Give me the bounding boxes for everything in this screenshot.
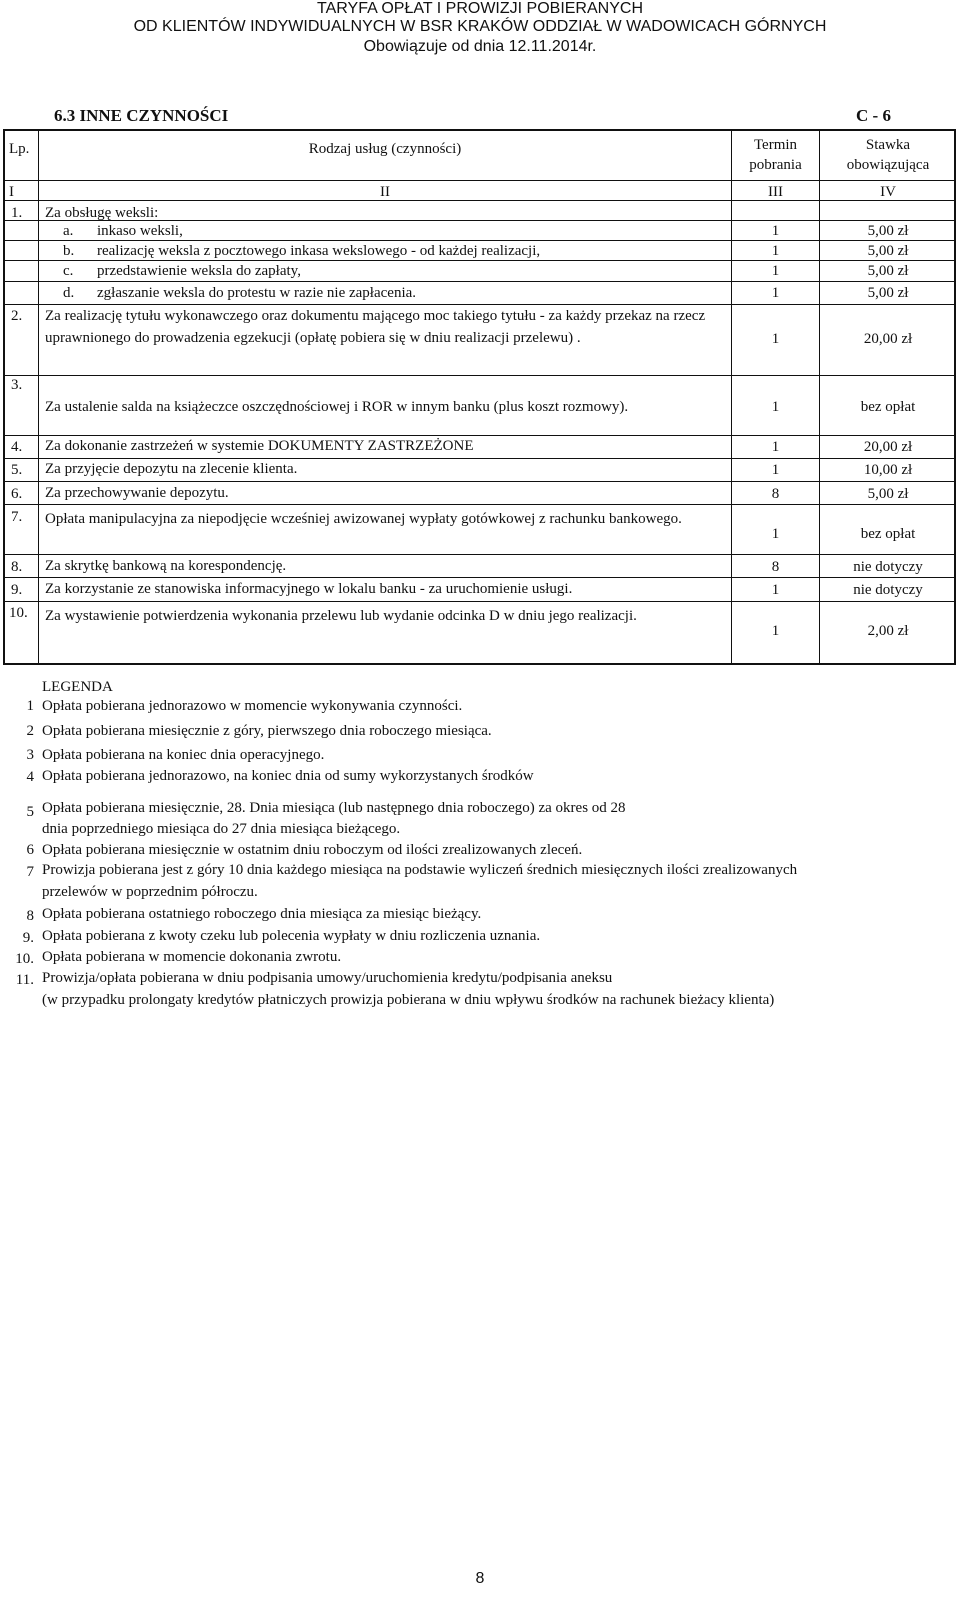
legend-text-1: Opłata pobierana jednorazowo w momencie wykonywania czynności. [42, 698, 463, 714]
roman-col-1: I [9, 184, 14, 200]
row-2-rate: 20,00 zł [863, 331, 913, 347]
legend-num-5: 5 [26, 804, 34, 820]
col-header-rate-2: obowiązująca [846, 157, 930, 173]
doc-header-subtitle: OD KLIENTÓW INDYWIDUALNYCH W BSR KRAKÓW ODDZIAŁ W WADOWICACH GÓRNYCH [133, 18, 827, 35]
legend-text-2: Opłata pobierana miesięcznie z góry, pierwszego dnia roboczego miesiąca. [42, 723, 492, 739]
row-1c-letter: c. [63, 263, 74, 279]
row-3-num: 3. [11, 377, 23, 393]
row-divider [5, 504, 954, 505]
row-divider [5, 481, 954, 482]
row-divider [5, 577, 954, 578]
row-5-num: 5. [11, 462, 23, 478]
col-divider [38, 131, 39, 663]
row-1d-letter: d. [63, 285, 75, 301]
row-10-term: 1 [771, 623, 780, 639]
row-8-term: 8 [771, 559, 780, 575]
row-10-num: 10. [9, 605, 28, 621]
row-1a-letter: a. [63, 223, 74, 239]
doc-header-effective-date: Obowiązuje od dnia 12.11.2014r. [363, 38, 597, 55]
row-2-term: 1 [771, 331, 780, 347]
legend-text-9: Opłata pobierana z kwoty czeku lub polecenia wypłaty w dniu rozliczenia uznania. [42, 928, 541, 944]
row-1b-letter: b. [63, 243, 75, 259]
row-8-rate: nie dotyczy [853, 559, 923, 575]
row-1a-text: inkaso weksli, [97, 223, 183, 239]
row-7-num: 7. [11, 509, 23, 525]
page-number: 8 [475, 1570, 485, 1587]
legend-text-8: Opłata pobierana ostatniego roboczego dnia miesiąca za miesiąc bieżący. [42, 906, 482, 922]
legend-text-6: Opłata pobierana miesięcznie w ostatnim dniu roboczym od ilości zrealizowanych zleceń. [42, 842, 583, 858]
row-3-term: 1 [771, 399, 780, 415]
row-1b-term: 1 [771, 243, 780, 259]
legend-text-11: Prowizja/opłata pobierana w dniu podpisania umowy/uruchomienia kredytu/podpisania aneksu [42, 970, 613, 986]
row-2-text: Za realizację tytułu wykonawczego oraz dokumentu mającego moc takiego tytułu - za każdy przekaz na rzecz uprawnionego do prowadzenia egzekucji (opłatę pobiera się w dniu realizacji przelewu) . [45, 308, 706, 346]
row-1a-rate: 5,00 zł [867, 223, 909, 239]
row-1c-rate: 5,00 zł [867, 263, 909, 279]
row-4-num: 4. [11, 439, 23, 455]
roman-col-2: II [380, 184, 390, 200]
legend-text-5-cont: dnia poprzedniego miesiąca do 27 dnia miesiąca bieżącego. [42, 821, 401, 837]
section-code: C - 6 [856, 106, 891, 125]
row-5-text: Za przyjęcie depozytu na zlecenie klienta. [45, 461, 298, 477]
row-7-term: 1 [771, 526, 780, 542]
legend-num-6: 6 [26, 842, 34, 858]
row-2-num: 2. [11, 308, 23, 324]
row-1-text: Za obsługę weksli: [45, 205, 159, 221]
row-4-rate: 20,00 zł [863, 439, 913, 455]
row-4-text: Za dokonanie zastrzeżeń w systemie DOKUMENTY ZASTRZEŻONE [45, 438, 474, 454]
legend-num-9: 9. [22, 930, 34, 946]
row-6-term: 8 [771, 486, 780, 502]
col-header-lp: Lp. [9, 141, 30, 157]
roman-col-4: IV [880, 184, 896, 200]
row-1b-rate: 5,00 zł [867, 243, 909, 259]
row-divider [5, 281, 954, 282]
legend-num-10: 10. [15, 951, 34, 967]
legend-title: LEGENDA [42, 679, 113, 695]
row-7-text: Opłata manipulacyjna za niepodjęcie wcześniej awizowanej wypłaty gotówkowej z rachunku bankowego. [45, 511, 682, 527]
row-1c-text: przedstawienie weksla do zapłaty, [97, 263, 301, 279]
row-divider [5, 601, 954, 602]
row-1b-text: realizację weksla z pocztowego inkasa wekslowego - od każdej realizacji, [97, 243, 541, 259]
legend-text-3: Opłata pobierana na koniec dnia operacyjnego. [42, 747, 325, 763]
row-5-term: 1 [771, 462, 780, 478]
legend-num-4: 4 [26, 769, 34, 785]
row-6-rate: 5,00 zł [867, 486, 909, 502]
legend-num-11: 11. [15, 972, 34, 988]
legend-text-7-cont: przelewów w poprzednim półroczu. [42, 884, 258, 900]
row-10-text: Za wystawienie potwierdzenia wykonania przelewu lub wydanie odcinka D w dniu jego realizacji. [45, 608, 637, 624]
legend-num-7: 7 [26, 864, 34, 880]
legend-num-3: 3 [26, 747, 34, 763]
fees-table [3, 129, 956, 665]
row-9-text: Za korzystanie ze stanowiska informacyjnego w lokalu banku - za uruchomienie usługi. [45, 581, 573, 597]
row-6-num: 6. [11, 486, 23, 502]
legend-text-10: Opłata pobierana w momencie dokonania zwrotu. [42, 949, 342, 965]
legend-text-7: Prowizja pobierana jest z góry 10 dnia każdego miesiąca na podstawie wyliczeń średnich miesięcznych ilości zrealizowanych [42, 862, 798, 878]
row-8-text: Za skrytkę bankową na korespondencję. [45, 558, 287, 574]
legend-text-11-cont: (w przypadku prolongaty kredytów płatniczych prowizja pobierana w dniu wpływu środków na rachunek bieżacy klienta) [42, 992, 775, 1008]
row-1c-term: 1 [771, 263, 780, 279]
legend-text-4: Opłata pobierana jednorazowo, na koniec dnia od sumy wykorzystanych środków [42, 768, 534, 784]
col-header-rate: Stawka [865, 137, 911, 153]
row-10-rate: 2,00 zł [867, 623, 909, 639]
roman-col-3: III [768, 184, 783, 200]
col-header-term: Termin [753, 137, 798, 153]
legend-num-8: 8 [26, 908, 34, 924]
col-header-term-2: pobrania [749, 157, 802, 173]
row-6-text: Za przechowywanie depozytu. [45, 485, 229, 501]
row-1d-term: 1 [771, 285, 780, 301]
legend-num-1: 1 [26, 698, 34, 714]
row-1a-term: 1 [771, 223, 780, 239]
row-5-rate: 10,00 zł [863, 462, 913, 478]
row-1-num: 1. [11, 205, 23, 221]
col-header-service: Rodzaj usług (czynności) [308, 141, 462, 157]
row-3-text: Za ustalenie salda na książeczce oszczędnościowej i ROR w innym banku (plus koszt rozmowy). [45, 399, 629, 415]
row-9-rate: nie dotyczy [853, 582, 923, 598]
row-3-rate: bez opłat [860, 399, 916, 415]
section-title: 6.3 INNE CZYNNOŚCI [54, 106, 229, 125]
legend-num-2: 2 [26, 723, 34, 739]
row-7-rate: bez opłat [860, 526, 916, 542]
row-4-term: 1 [771, 439, 780, 455]
legend-text-5: Opłata pobierana miesięcznie, 28. Dnia miesiąca (lub następnego dnia roboczego) za okres od 28 [42, 800, 626, 816]
row-8-num: 8. [11, 559, 23, 575]
row-9-num: 9. [11, 582, 23, 598]
row-divider [5, 375, 954, 376]
row-1d-rate: 5,00 zł [867, 285, 909, 301]
row-divider [5, 554, 954, 555]
row-9-term: 1 [771, 582, 780, 598]
row-divider [5, 180, 954, 181]
doc-header-title: TARYFA OPŁAT I PROWIZJI POBIERANYCH [317, 0, 643, 17]
row-1d-text: zgłaszanie weksla do protestu w razie nie zapłacenia. [97, 285, 417, 301]
